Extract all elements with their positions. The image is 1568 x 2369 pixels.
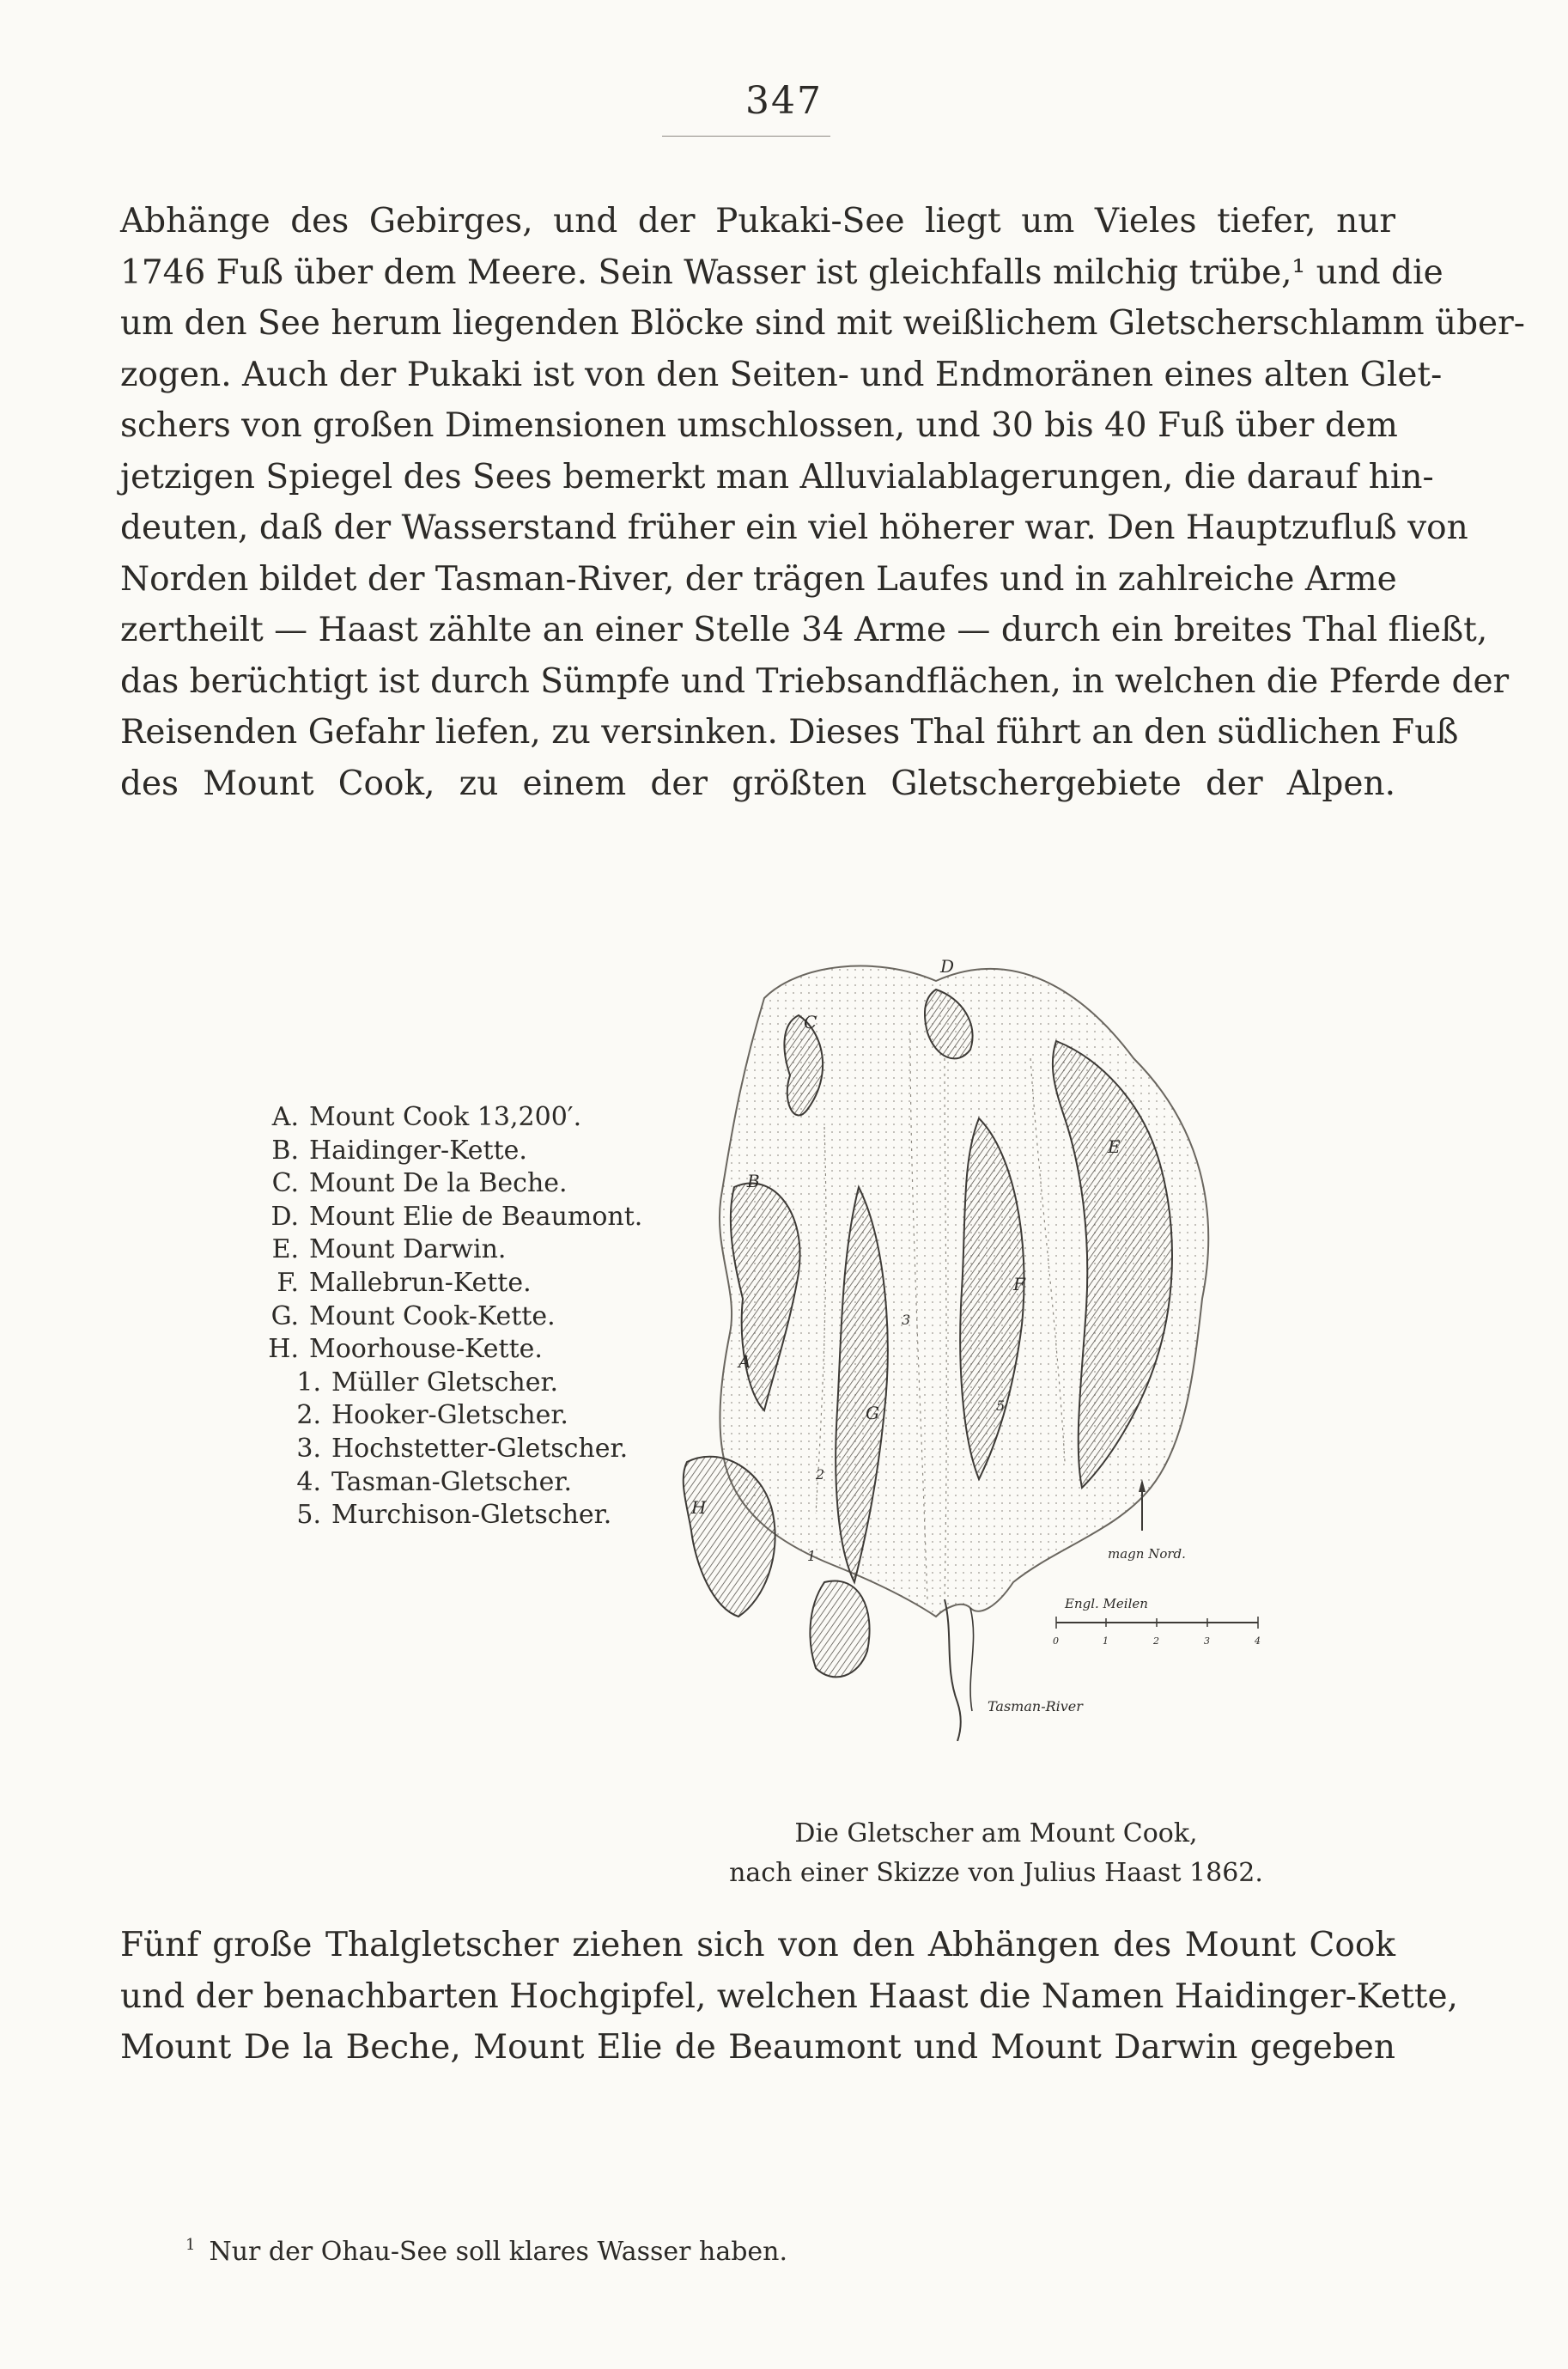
map-label: E — [1108, 1136, 1121, 1157]
page-number-rule — [662, 136, 830, 137]
legend-item: B. Haidinger-Kette. — [271, 1135, 527, 1166]
tasman-river-line — [970, 1608, 974, 1711]
text-line: Reisenden Gefahr liefen, zu versinken. Dieses Thal führt an den südlichen Fuß — [120, 713, 1459, 752]
text-line: des Mount Cook, zu einem der größten Gletschergebiete der Alpen. — [120, 764, 1395, 803]
map-label: 3 — [902, 1312, 911, 1328]
scale-label: Engl. Meilen — [1065, 1596, 1148, 1611]
legend-item: 5. Murchison-Gletscher. — [296, 1500, 612, 1531]
map-label: 1 — [807, 1548, 817, 1564]
map-label: 2 — [816, 1466, 825, 1483]
text-line: Abhänge des Gebirges, und der Pukaki-See liegt um Vieles tiefer, nur — [120, 202, 1395, 241]
north-label: magn Nord. — [1108, 1546, 1186, 1562]
range-lower — [810, 1580, 869, 1677]
text-line: zogen. Auch der Pukaki ist von den Seiten- und Endmoränen eines alten Glet- — [120, 355, 1443, 394]
legend-item: 4. Tasman-Gletscher. — [296, 1466, 572, 1497]
legend-item: 3. Hochstetter-Gletscher. — [296, 1433, 629, 1464]
map-legend — [249, 1101, 696, 1532]
legend-item: E. Mount Darwin. — [271, 1234, 507, 1265]
footnote-text: Nur der Ohau-See soll klares Wasser haben. — [209, 2237, 788, 2267]
legend-item: F. Mallebrun-Kette. — [277, 1267, 532, 1298]
map-label: D — [940, 956, 955, 977]
paragraph-2 — [120, 1920, 1458, 2074]
river-label: Tasman-River — [988, 1698, 1083, 1714]
text-line: deuten, daß der Wasserstand früher ein viel höherer war. Den Hauptzufluß von — [120, 509, 1468, 547]
scale-tick-label: 1 — [1103, 1635, 1109, 1647]
map-label: G — [866, 1403, 879, 1423]
scale-tick-label: 2 — [1153, 1635, 1159, 1647]
footnote — [185, 2228, 1302, 2269]
legend-item: 2. Hooker-Gletscher. — [296, 1400, 568, 1431]
tasman-river-line — [945, 1599, 961, 1741]
legend-item: A. Mount Cook 13,200′. — [271, 1102, 582, 1132]
scale-tick-label: 0 — [1053, 1635, 1059, 1647]
text-line: das berüchtigt ist durch Sümpfe und Triebsandflächen, in welchen die Pferde der — [120, 661, 1510, 701]
map-label: 5 — [996, 1398, 1006, 1414]
map-label: C — [804, 1012, 817, 1032]
legend-item: C. Mount De la Beche. — [271, 1168, 568, 1199]
map-label: H — [691, 1497, 707, 1518]
paragraph-1 — [120, 196, 1525, 809]
text-line: und der benachbarten Hochgipfel, welchen Haast die Namen Haidinger-Kette, — [120, 1976, 1458, 2016]
text-line: schers von großen Dimensionen umschlossen, und 30 bis 40 Fuß über dem — [120, 406, 1398, 445]
map-label: F — [1013, 1274, 1025, 1294]
text-line: zertheilt — Haast zählte an einer Stelle 34 Arme — durch ein breites Thal fließt, — [120, 611, 1488, 649]
text-line: Norden bildet der Tasman-River, der trägen Laufes und in zahlreiche Arme — [120, 559, 1397, 599]
footnote-marker: 1 — [185, 2236, 196, 2254]
legend-item: H. Moorhouse-Kette. — [268, 1334, 543, 1365]
glacier-map-figure — [653, 929, 1288, 1741]
map-label: B — [747, 1171, 760, 1191]
figure-caption — [653, 1814, 1340, 1893]
text-line: Fünf große Thalgletscher ziehen sich von den Abhängen des Mount Cook — [120, 1926, 1395, 1964]
caption-line: nach einer Skizze von Julius Haast 1862. — [729, 1858, 1263, 1888]
glacier-map-illustration — [653, 929, 1288, 1741]
text-line: jetzigen Spiegel des Sees bemerkt man Alluvialablagerungen, die darauf hin- — [120, 457, 1434, 496]
page-number: 347 — [745, 79, 823, 123]
legend-item: G. Mount Cook-Kette. — [270, 1300, 556, 1331]
text-line: 1746 Fuß über dem Meere. Sein Wasser ist gleichfalls milchig trübe,¹ und die — [120, 253, 1443, 292]
map-label: A — [738, 1351, 751, 1372]
caption-line: Die Gletscher am Mount Cook, — [794, 1818, 1198, 1848]
scale-tick-label: 3 — [1204, 1635, 1210, 1647]
scale-tick-label: 4 — [1255, 1635, 1261, 1647]
legend-item: D. Mount Elie de Beaumont. — [270, 1201, 643, 1232]
text-line: um den See herum liegenden Blöcke sind mit weißlichem Gletscherschlamm über- — [120, 304, 1525, 343]
text-line: Mount De la Beche, Mount Elie de Beaumont und Mount Darwin gegeben — [120, 2028, 1395, 2067]
legend-item: 1. Müller Gletscher. — [296, 1367, 559, 1398]
